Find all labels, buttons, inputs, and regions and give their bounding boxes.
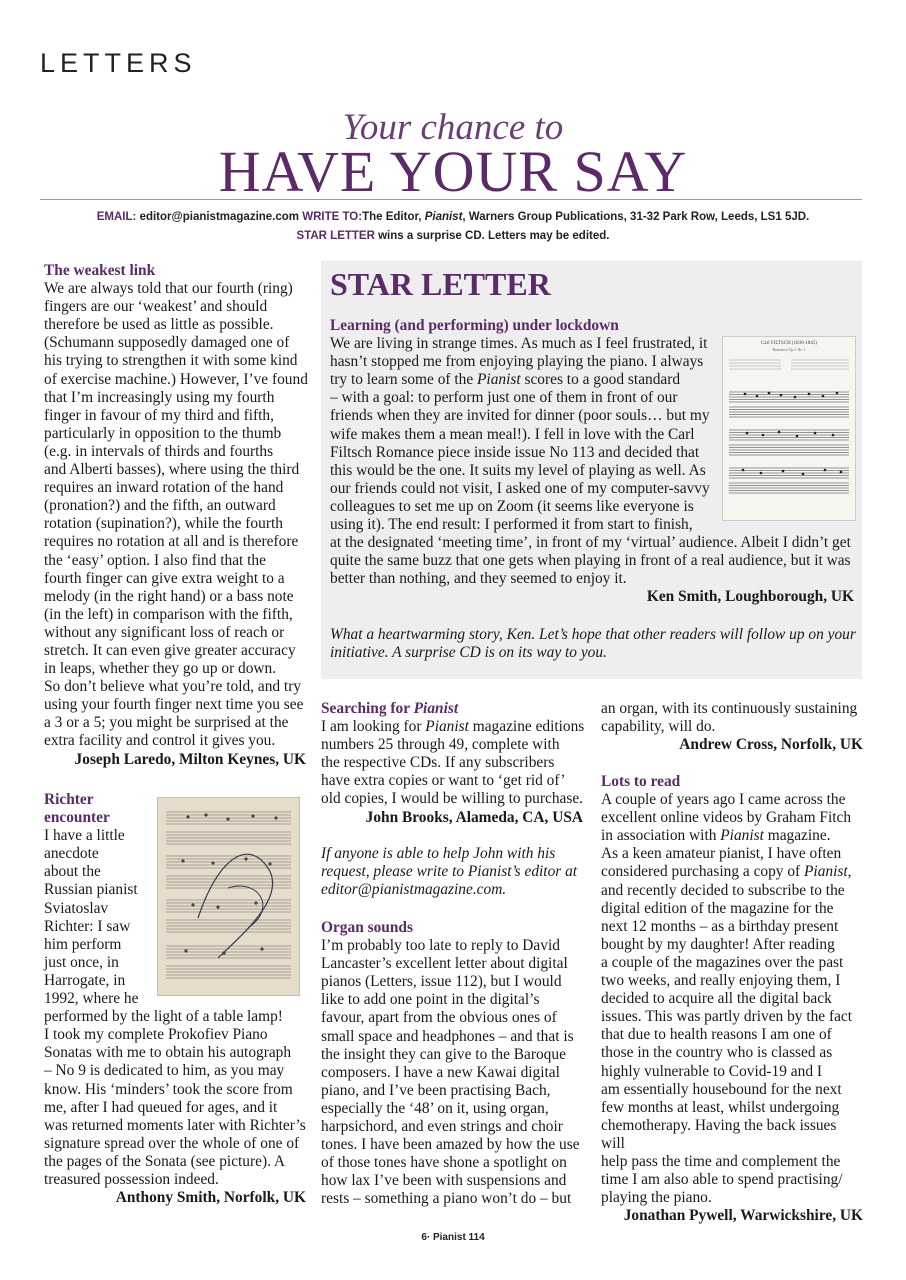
heading-mag: Pianist: [413, 700, 459, 717]
letter-heading: Lots to read: [601, 773, 681, 790]
text-line: (in the left) in comparison with the fifth,: [44, 605, 293, 623]
text-line: [321, 863, 585, 881]
text-line: and Alberti basses), where using the third: [44, 461, 300, 479]
text-line: requires no rotation at all and is therefore: [44, 533, 299, 551]
italic-text: Pianist: [804, 863, 848, 881]
address-post: , Warners Group Publications, 31-32 Park Row, Leeds, LS1 5JD.: [462, 211, 810, 223]
text-line: fourth finger can give extra weight to a: [44, 569, 285, 587]
text-line: particularly in opposition to the thumb: [44, 424, 282, 442]
text-line: especially the ‘48’ on it, using organ,: [321, 1099, 549, 1117]
text-line: requires an inward rotation of the hand: [44, 479, 284, 497]
text-line: am essentially housebound for the next: [601, 1080, 842, 1098]
text-line: next 12 months – as a birthday present: [601, 917, 839, 935]
letter-signature: Andrew Cross, Norfolk, UK: [679, 736, 863, 754]
text-line: playing the piano.: [601, 1189, 712, 1207]
text-line: time I am also able to spend practising/: [601, 1171, 843, 1189]
text-line: treasured possession indeed.: [44, 1170, 219, 1188]
text-line: just once, in: [44, 953, 119, 971]
letter-body: [330, 534, 856, 588]
letter-signature: Ken Smith, Loughborough, UK: [646, 588, 854, 606]
text-line: a 3 or a 5; you might be surprised at the: [44, 714, 289, 732]
letter-heading: Learning (and performing) under lockdown: [330, 317, 619, 334]
text-line: signature spread over the whole of one of: [44, 1134, 300, 1152]
text-line: composers. I have a new Kawai digital: [321, 1063, 560, 1081]
text-line: old copies, I would be willing to purchase.: [321, 790, 584, 808]
text-line: of exercise machine.) However, I’ve found: [44, 370, 308, 388]
letter-body: [44, 280, 312, 750]
italic-text: Pianist: [425, 718, 469, 736]
address-pre: The Editor,: [362, 211, 425, 223]
text-line: (e.g. in intervals of thirds and fourths: [44, 442, 274, 460]
text-line: piano, and I’ve been practising Bach,: [321, 1081, 551, 1099]
letter-heading: Organ sounds: [321, 919, 413, 936]
magazine-issue: Pianist 114: [432, 1232, 485, 1243]
text-line: therefore be used as little as possible.: [44, 316, 274, 334]
text-line: harpsichord, and even strings and choir: [321, 1118, 563, 1136]
text-line: his trying to strengthen it with some kind: [44, 352, 298, 370]
text-line: him perform: [44, 935, 122, 953]
heading-text: Searching for: [321, 700, 414, 717]
text-line: (Schumann supposedly damaged one of: [44, 334, 290, 352]
text-line: numbers 25 through 49, complete with: [321, 736, 560, 754]
text-line: small space and headphones – and that is: [321, 1027, 574, 1045]
text-line: Richter: I saw: [44, 917, 131, 935]
text-line: capability, will do.: [601, 718, 716, 736]
text-line: [601, 827, 863, 845]
text-line: those in the country who is classed as: [601, 1044, 833, 1062]
text-line: hasn’t stopped me from enjoying playing the piano. I always: [330, 353, 704, 371]
text-line: Harrogate, in: [44, 971, 126, 989]
star-letter-title: STAR LETTER: [330, 266, 551, 302]
text-line: [601, 863, 863, 881]
text-line: favour, apart from the obvious ones of: [321, 1009, 557, 1027]
letter-signature: Anthony Smith, Norfolk, UK: [115, 1189, 306, 1207]
text-line: stretch. It can even give greater accuracy: [44, 641, 296, 659]
text-line: of those tones have shone a spotlight on: [321, 1154, 567, 1172]
italic-text: Pianist: [477, 371, 521, 389]
text-line: issues. This was partly driven by the fact: [601, 1008, 853, 1026]
letter-body: [321, 937, 585, 1208]
text-line: like to add one point in the digital’s: [321, 991, 540, 1009]
text-line: – No 9 is dedicated to him, as you may: [44, 1062, 285, 1080]
text-line: two weeks, and really enjoying them, I: [601, 972, 841, 990]
text-line: I’m probably too late to reply to David: [321, 937, 560, 955]
text-line: an organ, with its continuously sustaining: [601, 700, 858, 717]
text-segment: ,: [847, 863, 852, 881]
italic-text: Pianist: [720, 827, 764, 845]
letter-organ-sounds-cont: [601, 700, 863, 754]
letter-lots-to-read: [601, 773, 863, 1225]
email-label: EMAIL:: [96, 211, 137, 223]
text-line: our friends could not visit, I asked one of my computer-savvy: [330, 479, 710, 497]
text-line: using your fourth finger next time you see: [44, 696, 304, 714]
section-label: LETTERS: [40, 48, 197, 78]
email-address[interactable]: editor@pianistmagazine.com: [139, 211, 300, 223]
text-line: As a keen amateur pianist, I have often: [601, 845, 842, 863]
text-line: [321, 718, 585, 736]
text-line: about the: [44, 863, 101, 881]
text-line: was returned moments later with Richter’s: [44, 1116, 306, 1134]
text-line: that due to health reasons I am one of: [601, 1026, 832, 1044]
text-line: without any significant loss of reach or: [44, 623, 285, 641]
text-line: We are always told that our fourth (ring): [44, 280, 293, 298]
text-line: tones. I have been amazed by how the use: [321, 1136, 580, 1154]
letter-heading: Richter: [44, 791, 94, 808]
text-segment: try to learn some of the: [330, 371, 478, 389]
text-line: bought by my daughter! After reading: [601, 935, 835, 953]
text-line: the pages of the Sonata (see picture). A: [44, 1152, 286, 1170]
text-line: better than nothing, and they seemed to enjoy it.: [330, 570, 627, 588]
text-line: digital edition of the magazine for the: [601, 899, 834, 917]
text-line: melody (in the right hand) or a bass note: [44, 587, 294, 605]
text-line: this would be the one. It suits my level of playing as well. As: [330, 461, 706, 479]
signed-score-image: [158, 798, 299, 995]
text-line: friends when they are invited for dinner (poor souls… but my: [330, 407, 710, 425]
text-line: Russian pianist: [44, 881, 138, 899]
letter-signature: Jonathan Pywell, Warwickshire, UK: [623, 1207, 863, 1225]
text-line: So don’t believe what you’re told, and try: [44, 678, 302, 696]
text-segment: magazine editions: [468, 718, 585, 736]
contact-info: [0, 208, 906, 246]
text-line: excellent online videos by Graham Fitch: [601, 809, 852, 827]
text-line: the respective CDs. If any subscribers: [321, 754, 555, 772]
star-letter-note: wins a surprise CD. Letters may be edited.: [374, 230, 610, 242]
letter-body: [321, 718, 585, 808]
letter-body: [601, 700, 863, 736]
text-segment: in association with: [601, 827, 721, 845]
text-line: know. His ‘minders’ took the score from: [44, 1080, 293, 1098]
letter-organ-sounds: [321, 919, 585, 1209]
text-line: initiative. A surprise CD is on its way to you.: [330, 643, 607, 661]
signed-score-photo: [157, 797, 300, 996]
text-line: I took my complete Prokofiev Piano: [44, 1026, 268, 1044]
editor-reply: [330, 626, 856, 662]
score-thumbnail: [722, 336, 856, 521]
text-line: how lax I’ve been with suspensions and: [321, 1172, 567, 1190]
text-segment: ’s editor at: [511, 862, 578, 880]
text-line: highly vulnerable to Covid-19 and I: [601, 1062, 822, 1080]
letter-signature: Joseph Laredo, Milton Keynes, UK: [74, 750, 306, 768]
text-line: – with a goal: to perform just one of them in front of our: [330, 389, 678, 407]
editor-reply: [321, 845, 585, 899]
address-mag: Pianist: [424, 211, 463, 223]
header-rule: [40, 199, 862, 200]
text-line: Sviatoslav: [44, 899, 109, 917]
star-letter-label: STAR LETTER: [296, 230, 375, 242]
score-title: Carl FILTSCH (1830-1845): [761, 341, 817, 346]
text-segment: I am looking for: [321, 718, 426, 736]
letter-weakest-link: [44, 262, 312, 769]
text-line: 1992, where he: [44, 990, 139, 1008]
letter-heading: [321, 700, 585, 718]
text-line: rests – something a piano won’t do – but: [321, 1190, 572, 1208]
letter-signature: John Brooks, Alameda, CA, USA: [365, 808, 583, 826]
text-line: at the designated ‘meeting time’, in front of my ‘virtual’ audience. Albeit I didn’t get: [330, 534, 851, 552]
text-line: using it). The end result: I performed it from start to finish,: [330, 516, 693, 534]
text-line: extra facility and control it gives you.: [44, 732, 276, 750]
text-line: the ‘easy’ option. I also find that the: [44, 551, 266, 569]
text-line: I have a little: [44, 827, 125, 845]
text-line: anecdote: [44, 845, 99, 863]
text-segment: request, please write to: [321, 862, 468, 880]
score-staves: [723, 352, 855, 517]
text-line: help pass the time and complement the: [601, 1152, 841, 1170]
letter-body: [44, 1008, 312, 1189]
text-line: A couple of years ago I came across the: [601, 791, 846, 809]
write-to-label: WRITE TO:: [302, 211, 363, 223]
text-line: a couple of the magazines over the past: [601, 953, 844, 971]
text-line: have extra copies or want to ‘get rid of’: [321, 772, 566, 790]
text-line: chemotherapy. Having the back issues will: [601, 1116, 837, 1152]
text-segment: considered purchasing a copy of: [601, 863, 805, 881]
text-line: What a heartwarming story, Ken. Let’s hope that other readers will follow up on your: [330, 625, 856, 643]
text-line: Sonatas with me to obtain his autograph: [44, 1044, 292, 1062]
text-line: colleagues to set me up on Zoom (it seems like everyone is: [330, 497, 694, 515]
page-number: 6: [421, 1232, 427, 1243]
text-line: in leaps, whether they go up or down.: [44, 660, 277, 678]
text-line: wife makes them a mean meal!). I fell in love with the Carl: [330, 425, 695, 443]
text-line: Lancaster’s excellent letter about digital: [321, 955, 568, 973]
text-line: We are living in strange times. As much as I feel frustrated, it: [330, 335, 708, 353]
text-line: decided to acquire all the digital back: [601, 990, 832, 1008]
text-line: quite the same buzz that one gets when playing in front of a real audience, but it was: [330, 552, 851, 570]
letter-searching-for-pianist: [321, 700, 585, 899]
text-line: and recently decided to subscribe to the: [601, 881, 845, 899]
letter-heading: The weakest link: [44, 262, 156, 279]
page-footer: 6· Pianist 114: [421, 1232, 485, 1243]
text-line: editor@pianistmagazine.com.: [321, 880, 507, 898]
italic-text: Pianist: [467, 862, 512, 880]
text-line: finger in favour of my third and fifth,: [44, 406, 274, 424]
letter-heading-cont: encounter: [44, 809, 110, 827]
text-line: the insight they can give to the Baroque: [321, 1045, 566, 1063]
text-line: me, after I had queued for ages, and it: [44, 1098, 278, 1116]
text-line: (pronation?) and the fifth, an outward: [44, 497, 276, 515]
score-subtitle: Romance Op 1 No 1: [772, 347, 806, 352]
text-line: rotation (supination?), while the fourth: [44, 515, 283, 533]
text-line: performed by the light of a table lamp!: [44, 1008, 283, 1026]
text-segment: magazine.: [763, 827, 831, 845]
headline: HAVE YOUR SAY: [218, 139, 688, 204]
text-line: few months at least, whilst undergoing: [601, 1098, 840, 1116]
text-segment: scores to a good standard: [520, 371, 681, 389]
text-line: Filtsch Romance piece inside issue No 113 and decided that: [330, 443, 700, 461]
text-line: that I’m increasingly using my fourth: [44, 388, 275, 406]
text-line: If anyone is able to help John with his: [321, 844, 556, 862]
text-line: pianos (Letters, issue 112), but I would: [321, 973, 562, 991]
text-line: fingers are our ‘weakest’ and should: [44, 298, 268, 316]
letter-body: [601, 791, 863, 1207]
tagline: Your chance to: [342, 107, 564, 148]
